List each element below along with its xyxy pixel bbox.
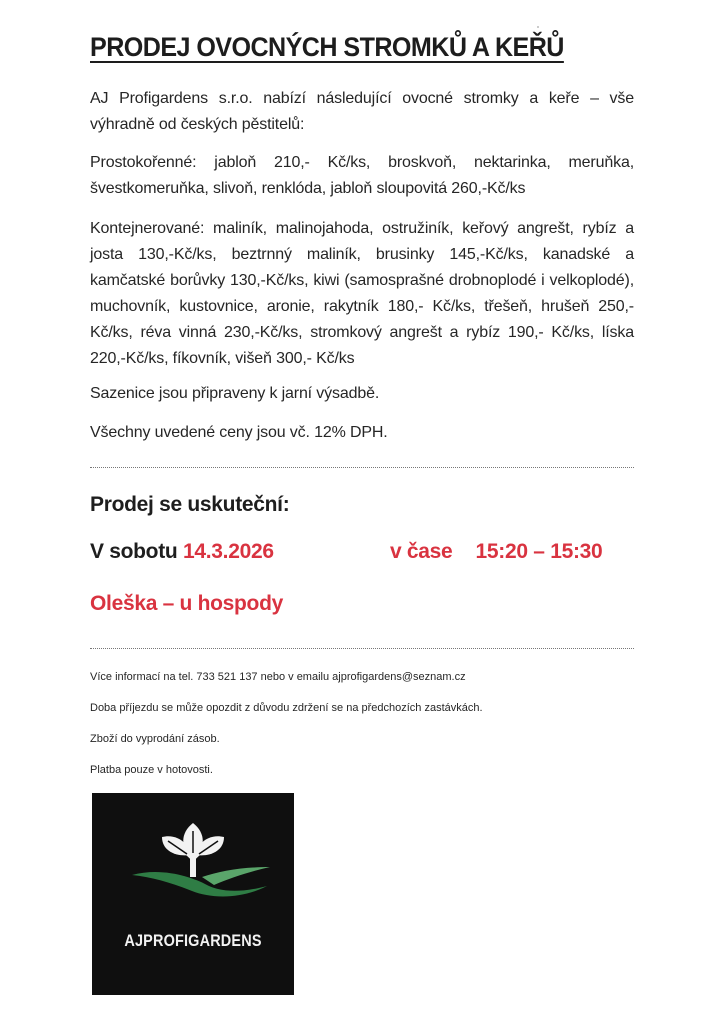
ready-note: Sazenice jsou připraveny k jarní výsadbě. [90,385,380,402]
time-label: v čase [390,540,453,563]
stock-note: Zboží do vyprodání zásob. [90,733,220,745]
delay-note: Doba příjezdu se může opozdit z důvodu zdržení se na předchozích zastávkách. [90,702,483,714]
scan-speck [537,26,539,28]
page-title: PRODEJ OVOCNÝCH STROMKŮ A KEŘŮ [90,32,564,62]
dotted-divider-2 [90,648,634,649]
container-plants-paragraph: Kontejnerované: maliník, malinojahoda, ostružiník, keřový angrešt, rybíz a josta 130,-Kč/ks, beztrnný maliník, brusinky 145,-Kč/ks, kanadské a kamčatské borůvky 130,-Kč/ks, kiwi (samosprašné drobnoplodé i velkoplodé), muchovník, kustovnice, aronie, rakytník 180,- Kč/ks, třešeň, hrušeň 250,-Kč/ks, réva vinná 230,-Kč/ks, stromkový angrešt a rybíz 190,- Kč/ks, líska 220,-Kč/ks, fíkovník, višeň 300,- Kč/ks [90,220,634,367]
event-heading: Prodej se uskuteční: [90,493,290,516]
logo-wordmark: AJPROFIGARDENS [124,931,262,950]
sprout-leaf-icon [92,793,294,995]
intro-paragraph: AJ Profigardens s.r.o. nabízí následující ovocné stromky a keře – vše výhradně od českých pěstitelů: [90,90,634,133]
day-label: V sobotu [90,540,178,563]
event-date-line [90,540,274,564]
event-time: 15:20 – 15:30 [475,540,603,563]
company-logo [92,793,294,995]
event-location: Oleška – u hospody [90,592,283,615]
payment-note: Platba pouze v hotovosti. [90,764,213,776]
dotted-divider [90,467,634,468]
contact-info: Více informací na tel. 733 521 137 nebo v emailu ajprofigardens@seznam.cz [90,671,466,683]
event-date: 14.3.2026 [182,540,274,563]
vat-note: Všechny uvedené ceny jsou vč. 12% DPH. [90,424,388,441]
bare-root-paragraph: Prostokořenné: jabloň 210,- Kč/ks, broskvoň, nektarinka, meruňka, švestkomeruňka, slivoň, renklóda, jabloň sloupovitá 260,-Kč/ks [90,154,634,197]
event-time-line [390,540,602,564]
